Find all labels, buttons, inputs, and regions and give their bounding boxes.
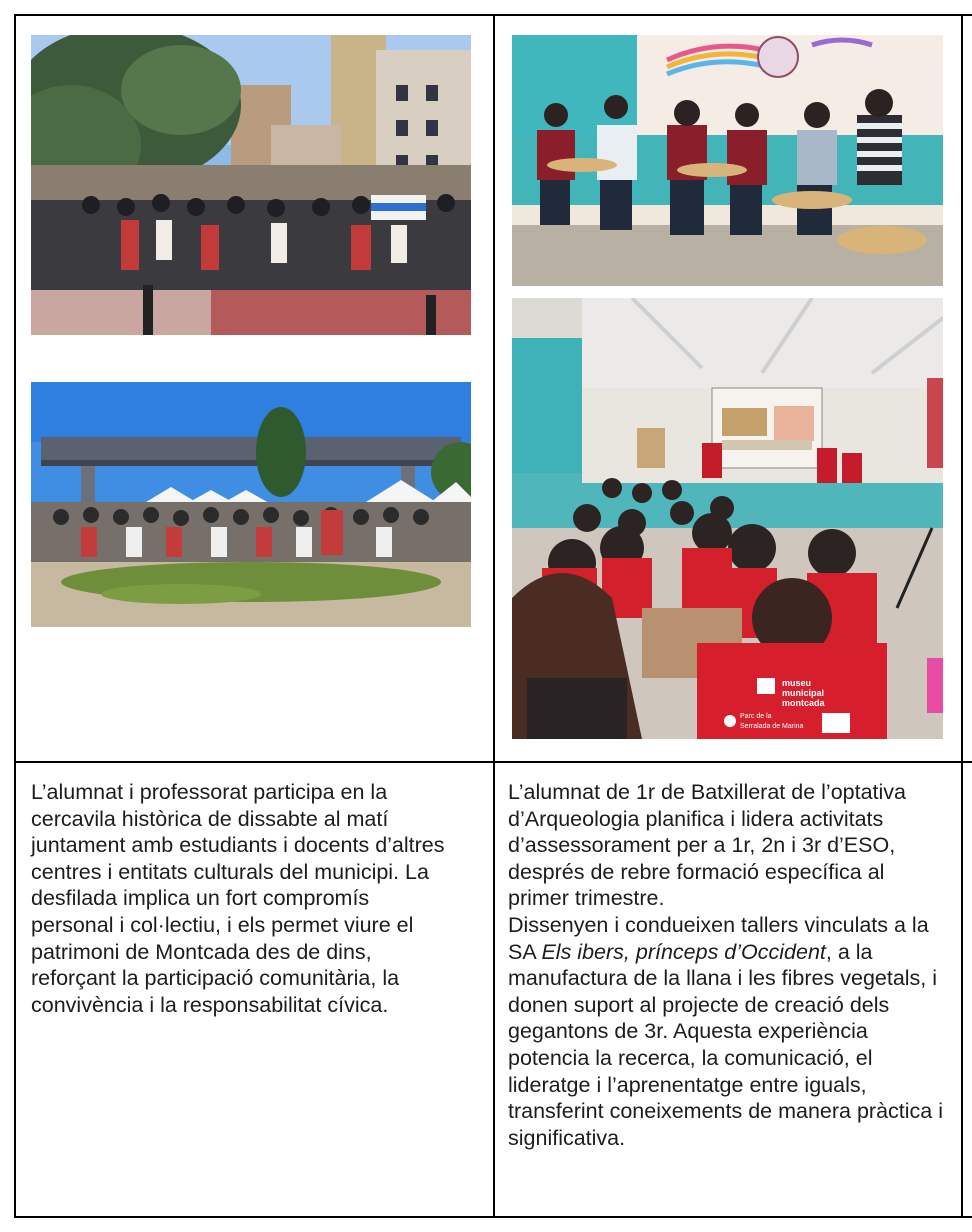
table-border-left xyxy=(14,14,16,1218)
shirt-text-museu: museu xyxy=(782,678,812,688)
table-divider-2 xyxy=(961,14,963,1218)
shirt-text-montcada: montcada xyxy=(782,698,825,708)
table-divider-1 xyxy=(493,14,495,1218)
right-caption-part2-b: , a la manufactura de la llana i les fibres vegetals, i donen suport al projecte de creació dels gegantons de 3r. Aquesta experiència potencia la recerca, la comunicació, el lideratge i l’aprenentatge entre iguals, transferint coneixements de manera pràctica i significativa. xyxy=(508,939,943,1150)
right-caption xyxy=(508,779,948,1151)
left-caption-text: L’alumnat i professorat participa en la cercavila històrica de dissabte al matí juntament amb estudiants i docents d’altres centres i entitats culturals del municipi. La desfilada implica un fort compromís personal i col·lectiu, i els permet viure el patrimoni de Montcada des de dins, reforçant la participació comunitària, la convivència i la responsabilitat cívica. xyxy=(31,780,445,1017)
shirt-text-park-2: Serralada de Marina xyxy=(740,723,804,730)
left-caption xyxy=(31,779,451,1018)
shirt-text-park-1: Parc de la xyxy=(740,713,772,720)
right-caption-part2 xyxy=(508,912,948,1151)
right-caption-part2-a: Dissenyen i condueixen tallers vinculats a la SA xyxy=(508,912,929,964)
table-border-bottom xyxy=(14,1216,972,1218)
group-photo xyxy=(31,382,471,627)
workshop-photo xyxy=(512,35,943,286)
right-caption-part2-title: Els ibers, prínceps d’Occident xyxy=(541,939,826,964)
parade-photo xyxy=(31,35,471,335)
table-row-divider xyxy=(14,761,972,763)
shirt-text-municipal: municipal xyxy=(782,688,825,698)
right-caption-part1: L’alumnat de 1r de Batxillerat de l’optativa d’Arqueologia planifica i lidera activitats d’assessorament per a 1r, 2n i 3r d’ESO, després de rebre formació específica al primer trimestre. xyxy=(508,780,906,911)
classroom-photo xyxy=(512,298,943,739)
